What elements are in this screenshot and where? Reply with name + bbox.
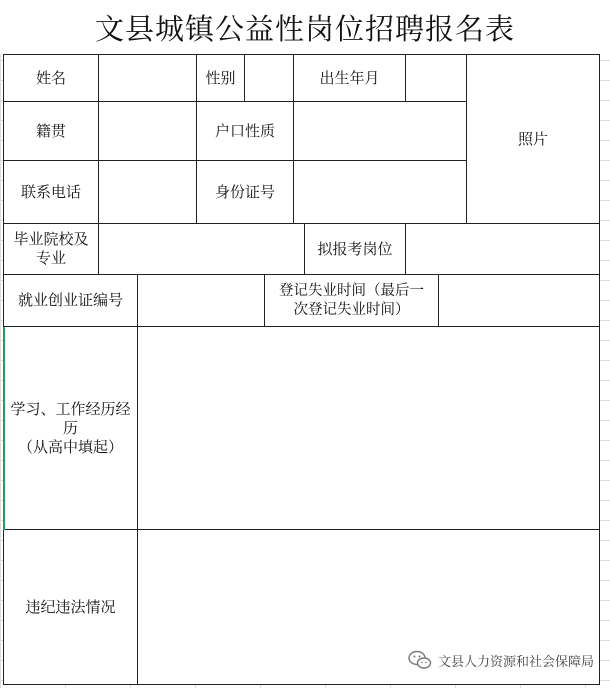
wechat-icon [408, 650, 432, 670]
grid-line [264, 274, 265, 326]
grid-line [304, 223, 305, 274]
unemployment-time-field[interactable] [439, 275, 599, 326]
grid-line [137, 274, 138, 685]
violations-label: 违纪违法情况 [4, 530, 137, 684]
grid-line [3, 101, 467, 102]
birth-field[interactable] [406, 55, 466, 101]
school-major-field[interactable] [99, 224, 304, 274]
id-number-label: 身份证号 [197, 161, 293, 223]
photo-box[interactable]: 照片 [467, 55, 599, 223]
household-field[interactable] [294, 102, 466, 160]
grid-line [438, 274, 439, 326]
grid-line [196, 54, 197, 224]
row-selection-indicator [3, 327, 5, 530]
apply-position-label: 拟报考岗位 [305, 224, 405, 274]
grid-line [3, 160, 467, 161]
phone-field[interactable] [99, 161, 196, 223]
grid-line [244, 54, 245, 101]
id-number-field[interactable] [294, 161, 466, 223]
grid-line [466, 54, 467, 224]
grid-line [98, 54, 99, 274]
grid-line [293, 54, 294, 224]
grid-line [3, 529, 600, 530]
native-place-field[interactable] [99, 102, 196, 160]
name-field[interactable] [99, 55, 196, 101]
watermark [408, 650, 594, 670]
school-major-label: 毕业院校及 专业 [4, 224, 98, 274]
gender-label: 性别 [197, 55, 244, 101]
birth-label: 出生年月 [294, 55, 405, 101]
grid-line [3, 223, 600, 224]
unemployment-time-label: 登记失业时间（最后一 次登记失业时间） [265, 275, 438, 326]
grid-line [405, 223, 406, 274]
grid-line [405, 54, 406, 101]
grid-line [3, 326, 600, 327]
native-place-label: 籍贯 [4, 102, 98, 160]
study-work-label: 学习、工作经历经 历 （从高中填起） [4, 327, 137, 529]
gender-field[interactable] [245, 55, 293, 101]
household-label: 户口性质 [197, 102, 293, 160]
study-work-field[interactable] [138, 327, 599, 529]
phone-label: 联系电话 [4, 161, 98, 223]
form-title: 文县城镇公益性岗位招聘报名表 [0, 0, 610, 54]
employment-cert-label: 就业创业证编号 [4, 275, 137, 326]
employment-cert-field[interactable] [138, 275, 264, 326]
watermark-text: 文县人力资源和社会保障局 [437, 654, 594, 670]
name-label: 姓名 [4, 55, 98, 101]
grid-line [3, 274, 600, 275]
apply-position-field[interactable] [406, 224, 599, 274]
